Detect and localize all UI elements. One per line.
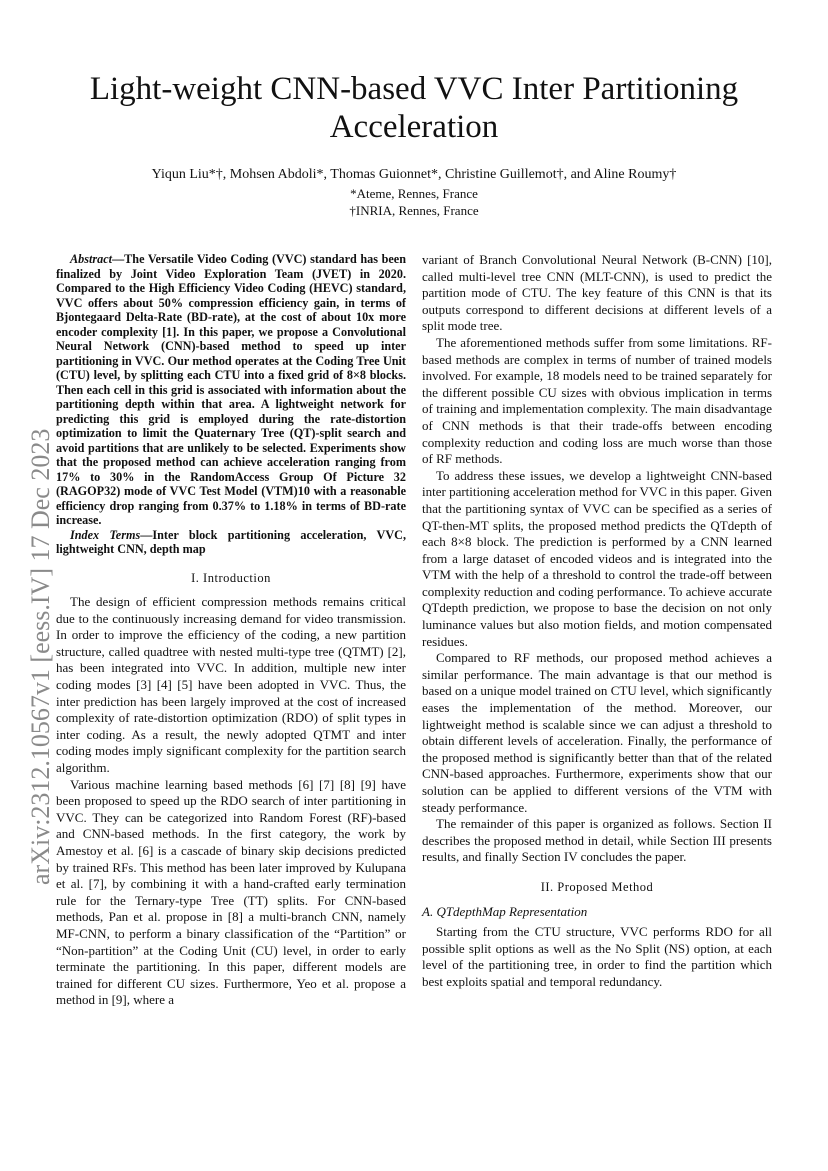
paragraph: Compared to RF methods, our proposed method achieves a similar performance. The main advantage is that our method is based on a unique model trained on CTU level, which significantly eases the implementation of the method. Moreover, our lightweight method is scalable since we can adjust a threshold to obtain different levels of acceleration. Finally, the performance of the proposed method is significantly better than that of the related CNN-based approaches. Furthermore, experiments show that our solution can be applied to different versions of the VTM with steady performance. (422, 650, 772, 815)
paragraph: Starting from the CTU structure, VVC performs RDO for all possible split options as well as the No Split (NS) option, at each level of the partitioning tree, in order to find the partition which best exploits spatial and temporal redundancy. (422, 924, 772, 989)
section-heading-introduction: I. Introduction (191, 570, 271, 585)
arxiv-watermark: arXiv:2312.10567v1 [eess.IV] 17 Dec 2023 (26, 428, 55, 885)
affiliation-inria: †INRIA, Rennes, France (349, 203, 479, 218)
abstract (56, 252, 406, 528)
abstract-label: Abstract (70, 252, 112, 266)
paragraph: The design of efficient compression methods remains critical due to the continuously increasing demand for video transmission. In order to improve the efficiency of the coding, a new partition structure, called quadtree with nested multi-type tree (QTMT) [2], has been integrated into VVC. In addition, multiple new inter coding modes [3] [4] [5] have been adopted in VVC. Thus, the inter prediction has been largely improved at the cost of increased complexity of rate-distortion optimization (RDO) of split types in inter coding. As a result, the newly adopted QTMT and inter coding modes imply significant complexity for the partition search algorithm. (56, 594, 406, 776)
paragraph: Various machine learning based methods [6] [7] [8] [9] have been proposed to speed up the RDO search of inter partitioning in VVC. They can be categorized into Random Forest (RF)-based and CNN-based methods. In the first category, the work by Amestoy et al. [6] is a cascade of binary skip decisions predicted by trained RFs. This method has been later improved by Kulupana et al. [7], by combining it with a hand-crafted early termination rule for the Ternary-type Tree (TT) splits. For CNN-based methods, Pan et al. propose in [8] a multi-branch CNN, namely MF-CNN, to perform a binary classification of the “Partition” or “Non-partition” at the Coding Unit (CU) level, in order to early terminate the partitioning. In this paper, different models are trained for different CU sizes. Furthermore, Yeo et al. propose a method in [9], where a (56, 776, 406, 1008)
paragraph: The remainder of this paper is organized as follows. Section II describes the proposed method in detail, while Section III presents results, and finally Section IV concludes the paper. (422, 816, 772, 865)
affiliation-ateme: *Ateme, Rennes, France (350, 186, 478, 201)
left-column (56, 252, 406, 1009)
author-list: Yiqun Liu*†, Mohsen Abdoli*, Thomas Guionnet*, Christine Guillemot†, and Aline Roumy† (151, 167, 677, 182)
paragraph: variant of Branch Convolutional Neural Network (B-CNN) [10], called multi-level tree CNN (MLT-CNN), is used to predict the partition mode of CTU. The key feature of this CNN is that its outputs correspond to different decisions at different levels of a split mode tree. (422, 252, 772, 334)
abstract-text: —The Versatile Video Coding (VVC) standard has been finalized by Joint Video Exploration Team (JVET) in 2020. Compared to the High Efficiency Video Coding (HEVC) standard, VVC offers about 50% compression efficiency gain, in terms of Bjontegaard Delta-Rate (BD-rate), at the cost of about 10x more encoder complexity [1]. In this paper, we propose a Convolutional Neural Network (CNN)-based method to speed up inter partitioning in VVC. Our method operates at the Coding Tree Unit (CTU) level, by splitting each CTU into a fixed grid of 8×8 blocks. Then each cell in this grid is associated with information about the partitioning depth within that area. A lightweight network for predicting this grid is employed during the rate-distortion optimization to limit the Quaternary Tree (QT)-split search and avoid partitions that are unlikely to be selected. Experiments show that the proposed method can achieve acceleration ranging from 17% to 30% in the RandomAccess Group Of Picture 32 (RAGOP32) mode of VVC Test Model (VTM)10 with a reasonable efficiency drop ranging from 0.37% to 1.18% in terms of BD-rate increase. (56, 252, 406, 527)
subsection-heading: A. QTdepthMap Representation (422, 903, 588, 919)
paragraph: To address these issues, we develop a lightweight CNN-based inter partitioning acceleration method for VVC in this paper. Given that the partitioning syntax of VVC can be specified as a series of QT-then-MT splits, the proposed method predicts the QTdepth of each 8×8 block. The prediction is performed by a CNN learned from a large dataset of encoded videos and is integrated into the VTM with the help of a threshold to control the trade-off between complexity reduction and coding performance. To achieve accurate QTdepth prediction, we propose to base the decision on not only luminance values but also motion fields, and motion compensated residues. (422, 467, 772, 649)
right-column (422, 252, 772, 991)
index-terms (56, 528, 406, 557)
index-terms-text: —Inter block partitioning acceleration, VVC, lightweight CNN, depth map (56, 527, 406, 556)
index-terms-label: Index Terms (70, 527, 141, 542)
section-heading-proposed-method: II. Proposed Method (540, 879, 654, 894)
paragraph: The aforementioned methods suffer from some limitations. RF-based methods are complex in terms of number of trained models involved. For example, 18 models need to be trained separately for the different possible CU sizes with obvious implication in terms of training and implementation complexity. The main disadvantage of CNN methods is that their trade-offs between encoding complexity reduction and coding loss are much worse than those of RF methods. (422, 334, 772, 467)
paper-title: Light-weight CNN-based VVC Inter Partitioning Acceleration (89, 71, 739, 145)
